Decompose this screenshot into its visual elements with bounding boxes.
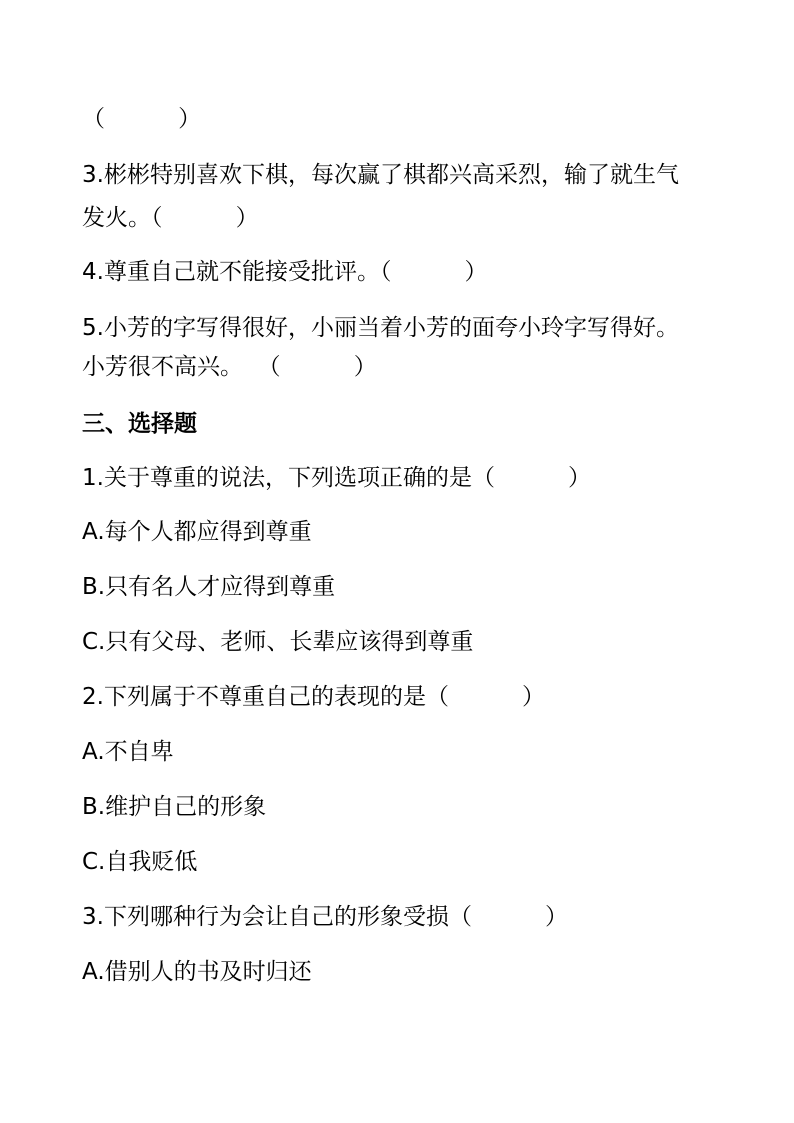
blank-answer-line: （ ）	[82, 106, 202, 132]
choice-question-2: 2.下列属于不尊重自己的表现的是（ ）	[82, 684, 546, 710]
choice-q3-option-a: A.借别人的书及时归还	[82, 959, 312, 985]
question-5-continuation: 小芳很不高兴。 （ ）	[82, 354, 377, 380]
question-3-text: 3.彬彬特别喜欢下棋，每次赢了棋都兴高采烈，输了就生气	[82, 162, 679, 188]
section-heading: 三、选择题	[82, 411, 197, 437]
choice-q2-option-a: A.不自卑	[82, 739, 174, 765]
choice-question-1: 1.关于尊重的说法，下列选项正确的是（ ）	[82, 465, 592, 491]
question-5-text: 5.小芳的字写得很好，小丽当着小芳的面夸小玲字写得好。	[82, 315, 679, 341]
choice-question-3: 3.下列哪种行为会让自己的形象受损（ ）	[82, 904, 569, 930]
choice-q1-option-c: C.只有父母、老师、长辈应该得到尊重	[82, 629, 474, 655]
choice-q1-option-a: A.每个人都应得到尊重	[82, 519, 312, 545]
choice-q2-option-c: C.自我贬低	[82, 849, 198, 875]
choice-q1-option-b: B.只有名人才应得到尊重	[82, 574, 336, 600]
question-4-text: 4.尊重自己就不能接受批评。（ ）	[82, 259, 488, 285]
choice-q2-option-b: B.维护自己的形象	[82, 794, 267, 820]
question-3-continuation: 发火。（ ）	[82, 205, 259, 231]
